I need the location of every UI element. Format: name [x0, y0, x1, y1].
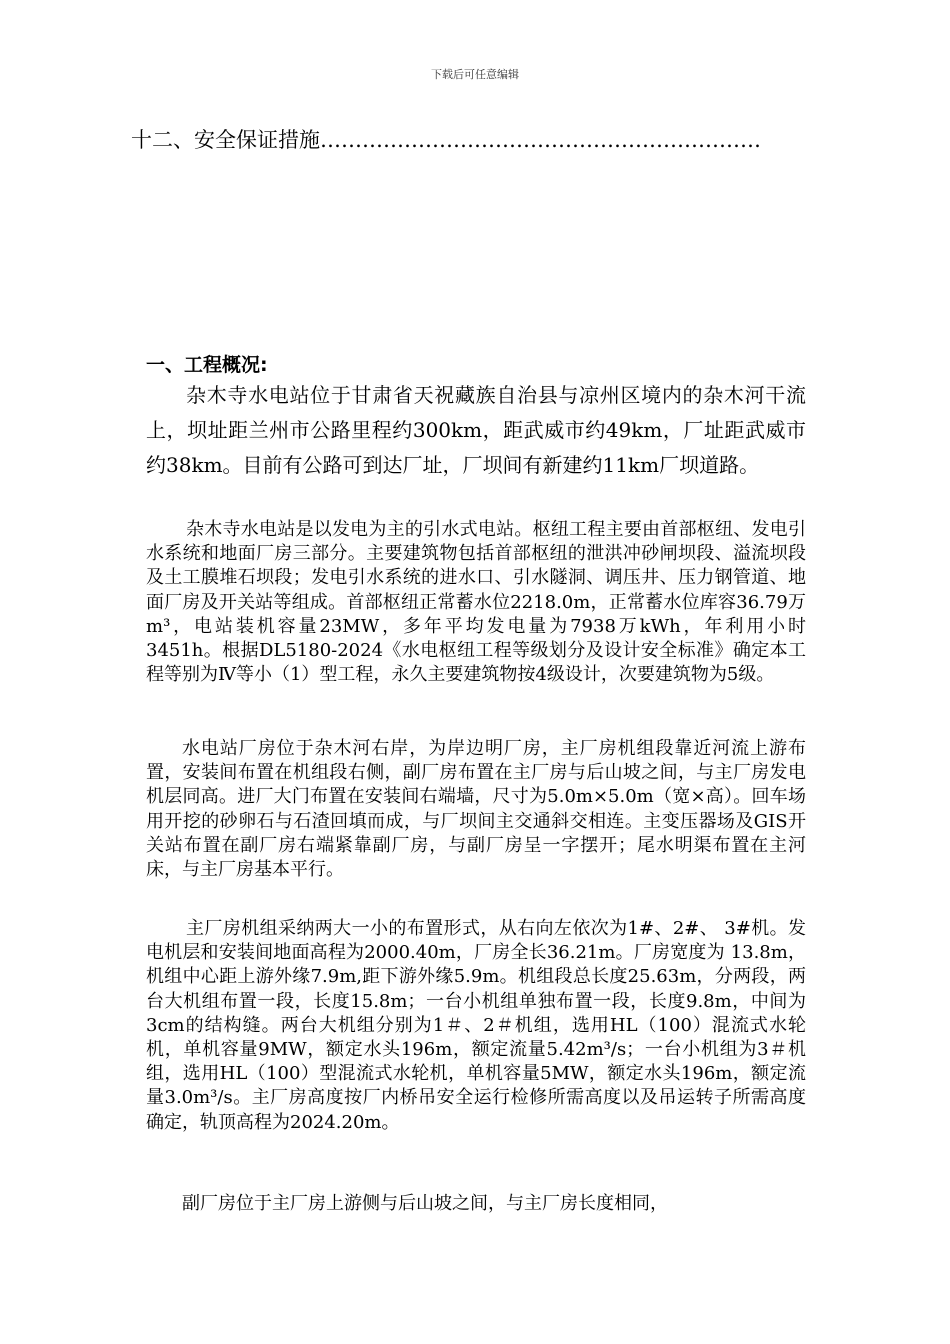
toc-entry: 十二、安全保证措施………………………………………………………	[131, 128, 761, 152]
paragraph-main-powerhouse-units: 主厂房机组采纳两大一小的布置形式，从右向左依次为1#、2#、 3#机。发电机层和安装间地面高程为2000.40m，厂房全长36.21m。厂房宽度为 13.8m，机组中心距上游外缘7.9m,距下游外缘5.9m。机组段总长度25.63m，分两段，两台大机组布置一段，长度15.8m；一台小机组单独布置一段，长度9.8m，中间为3cm的结构缝。两台大机组分别为1＃、2＃机组，选用HL（100）混流式水轮机，单机容量9MW，额定水头196m，额定流量5.42m³/s；一台小机组为3＃机组，选用HL（100）型混流式水轮机，单机容量5MW，额定水头196m，额定流量3.0m³/s。主厂房高度按厂内桥吊安全运行检修所需高度以及吊运转子所需高度确定，轨顶高程为2024.20m。	[146, 918, 806, 1133]
section-heading: 一、工程概况:	[146, 354, 268, 376]
page-header-note: 下载后可任意编辑	[431, 68, 519, 81]
paragraph-auxiliary-powerhouse: 副厂房位于主厂房上游侧与后山坡之间，与主厂房长度相同，	[182, 1193, 668, 1214]
paragraph-project-composition: 杂木寺水电站是以发电为主的引水式电站。枢纽工程主要由首部枢纽、发电引水系统和地面厂房三部分。主要建筑物包括首部枢纽的泄洪冲砂闸坝段、溢流坝段及土工膜堆石坝段；发电引水系统的进水口、引水隧洞、调压井、压力钢管道、地面厂房及开关站等组成。首部枢纽正常蓄水位2218.0m，正常蓄水位库容36.79万m³，电站装机容量23MW，多年平均发电量为7938万kWh，年利用小时3451h。根据DL5180-2024《水电枢纽工程等级划分及设计安全标准》确定本工程等别为Ⅳ等小（1）型工程，永久主要建筑物按4级设计，次要建筑物为5级。	[146, 519, 806, 686]
paragraph-location: 杂木寺水电站位于甘肃省天祝藏族自治县与凉州区境内的杂木河干流上，坝址距兰州市公路里程约300km，距武威市约49km，厂址距武威市约38km。目前有公路可到达厂址，厂坝间有新建约11km厂坝道路。	[146, 383, 806, 477]
paragraph-powerhouse-layout: 水电站厂房位于杂木河右岸，为岸边明厂房，主厂房机组段靠近河流上游布置，安装间布置在机组段右侧，副厂房布置在主厂房与后山坡之间，与主厂房发电机层同高。进厂大门布置在安装间右端墙，尺寸为5.0m×5.0m（宽×高）。回车场用开挖的砂卵石与石渣回填而成，与厂坝间主交通斜交相连。主变压器场及GIS开关站布置在副厂房右端紧靠副厂房，与副厂房呈一字摆开；尾水明渠布置在主河床，与主厂房基本平行。	[146, 738, 806, 881]
